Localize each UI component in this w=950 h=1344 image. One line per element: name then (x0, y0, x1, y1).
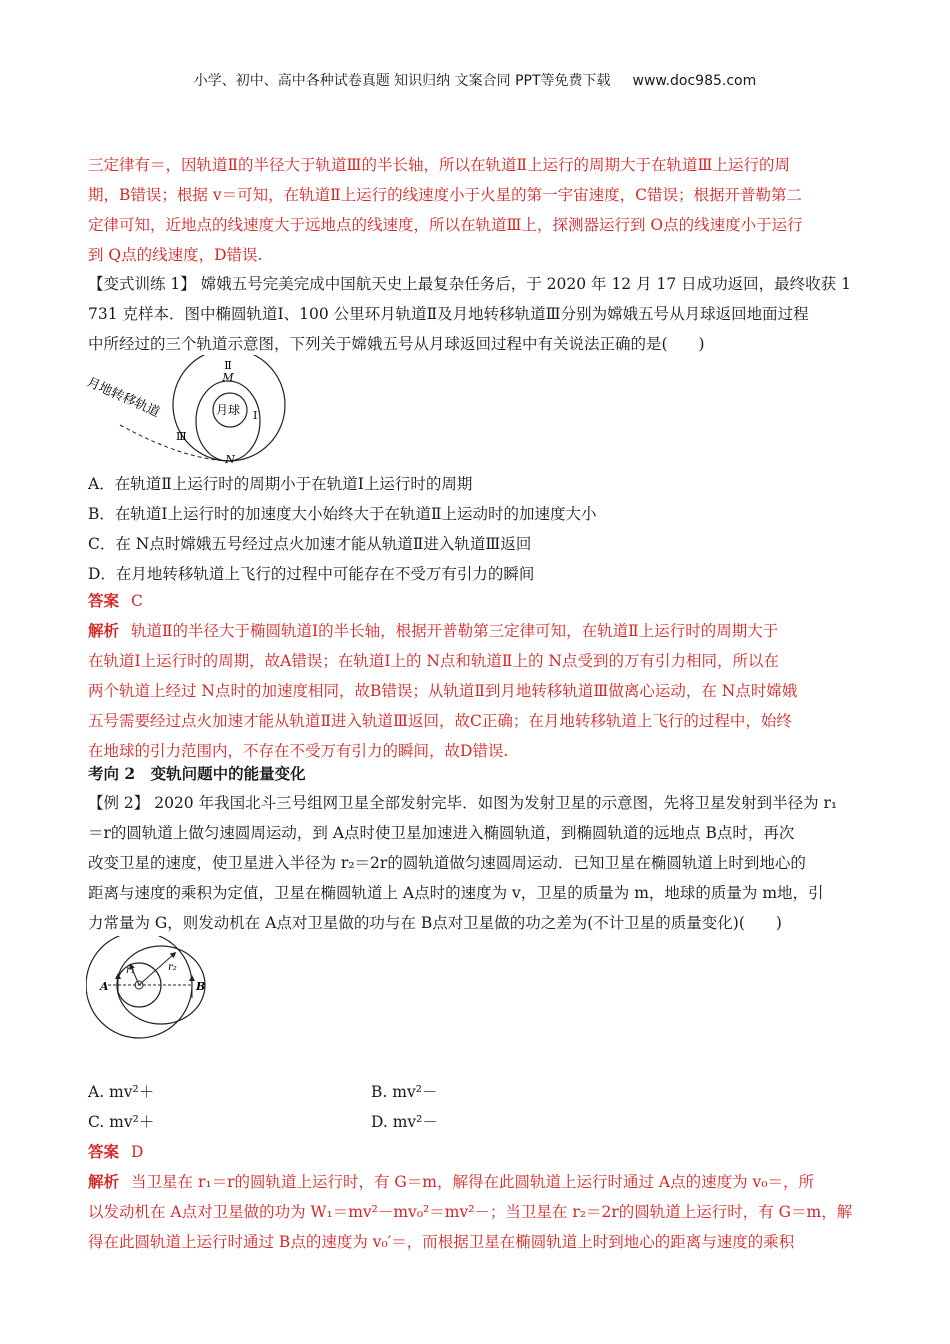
answer-value: D (131, 1143, 144, 1161)
text-line: 距离与速度的乘积为定值，卫星在椭圆轨道上 A点时的速度为 v，卫星的质量为 m，地球的质量为 m地，引 (88, 884, 824, 902)
text-line: 中所经过的三个轨道示意图，下列关于嫦娥五号从月球返回过程中有关说法正确的是( ) (88, 335, 705, 353)
header-text: 小学、初中、高中各种试卷真题 知识归纳 文案合同 PPT等免费下载 (193, 73, 611, 89)
answer-tag: 答案 (88, 1142, 120, 1161)
option-row (88, 1077, 866, 1107)
example2-options (88, 1077, 866, 1137)
text-line: 以发动机在 A点对卫星做的功为 W₁＝mv²－mv₀²＝mv²－；当卫星在 r₂＝2r的圆轨道上运行时，有 G＝m，解 (88, 1203, 853, 1221)
r1-label: r₁ (126, 965, 135, 976)
option-b: B．在轨道Ⅰ上运行时的加速度大小始终大于在轨道Ⅱ上运动时的加速度大小 (88, 505, 597, 523)
text-line: 轨道Ⅱ的半径大于椭圆轨道Ⅰ的半长轴，根据开普勒第三定律可知，在轨道Ⅱ上运行时的周期大于 (131, 622, 779, 640)
transfer-orbit-label: 月地转移轨道 (84, 374, 162, 421)
exercise1-options (88, 469, 866, 589)
text-line: 三定律有＝，因轨道Ⅱ的半径大于轨道Ⅲ的半长轴，所以在轨道Ⅱ上运行的周期大于在轨道Ⅲ上运行的周 (88, 156, 790, 174)
section-title: 考向 2 变轨问题中的能量变化 (88, 764, 306, 783)
point-a-label: A (100, 980, 109, 993)
text-line: 在地球的引力范围内，不存在不受万有引力的瞬间，故D错误. (88, 742, 509, 760)
exercise1-question (88, 269, 866, 359)
section2-heading (88, 759, 866, 789)
option-a: A．在轨道Ⅱ上运行时的周期小于在轨道Ⅰ上运行时的周期 (88, 475, 473, 493)
answer-tag: 答案 (88, 591, 120, 610)
header-url[interactable]: www.doc985.com (632, 73, 757, 89)
analysis-line (88, 616, 866, 646)
point-m-label: M (222, 371, 234, 384)
answer-line (88, 586, 866, 616)
example2-answer (88, 1137, 866, 1257)
text-line: 改变卫星的速度，使卫星进入半径为 r₂＝2r的圆轨道做匀速圆周运动．已知卫星在椭圆轨道上时到地心的 (88, 854, 806, 872)
intro-analysis (88, 150, 866, 270)
option-d: D．在月地转移轨道上飞行的过程中可能存在不受万有引力的瞬间 (88, 565, 535, 583)
point-b-label: B (196, 980, 206, 993)
text-line: 两个轨道上经过 N点时的加速度相同，故B错误；从轨道Ⅱ到月地转移轨道Ⅲ做离心运动，在 N点时嫦娥 (88, 682, 798, 700)
text-line: 力常量为 G，则发动机在 A点对卫星做的功与在 B点对卫星做的功之差为(不计卫星的质量变化)( ) (88, 914, 782, 932)
orbit-figure-moon (82, 355, 302, 467)
text-line: 得在此圆轨道上运行时通过 B点的速度为 v₀′＝，而根据卫星在椭圆轨道上时到地心的距离与速度的乘积 (88, 1233, 795, 1251)
text-line: 五号需要经过点火加速才能从轨道Ⅱ进入轨道Ⅲ返回，故C正确；在月地转移轨道上飞行的过程中，始终 (88, 712, 792, 730)
text-line: 期，B错误；根据 v＝可知，在轨道Ⅱ上运行的线速度小于火星的第一宇宙速度，C错误；根据开普勒第二 (88, 186, 802, 204)
analysis-tag: 解析 (88, 1172, 120, 1191)
analysis-line (88, 1167, 866, 1197)
option-c: C. mv²＋ (88, 1113, 155, 1131)
text-line: 【例 2】 2020 年我国北斗三号组网卫星全部发射完毕．如图为发射卫星的示意图，先将卫星发射到半径为 r₁ (88, 794, 838, 812)
analysis-tag: 解析 (88, 621, 120, 640)
moon-label: 月球 (215, 403, 241, 417)
text-line: 当卫星在 r₁＝r的圆轨道上运行时，有 G＝m，解得在此圆轨道上运行时通过 A点的速度为 v₀＝，所 (131, 1173, 815, 1191)
option-d: D. mv²－ (371, 1113, 438, 1131)
text-line: 在轨道Ⅰ上运行时的周期，故A错误；在轨道Ⅰ上的 N点和轨道Ⅱ上的 N点受到的万有引力相同，所以在 (88, 652, 779, 670)
page-header (0, 70, 950, 90)
point-n-label: N (225, 453, 235, 466)
example2-question (88, 788, 866, 938)
option-b: B. mv²－ (371, 1083, 438, 1101)
text-line: ＝r的圆轨道上做匀速圆周运动，到 A点时使卫星加速进入椭圆轨道，到椭圆轨道的远地点 B点时，再次 (88, 824, 795, 842)
option-row (88, 1107, 866, 1137)
text-line: 731 克样本．图中椭圆轨道Ⅰ、100 公里环月轨道Ⅱ及月地转移轨道Ⅲ分别为嫦娥五号从月球返回地面过程 (88, 305, 809, 323)
text-line: 到 Q点的线速度，D错误. (88, 246, 263, 264)
orbit-ii-label: Ⅱ (224, 359, 232, 372)
exercise1-answer (88, 586, 866, 766)
answer-line (88, 1137, 866, 1167)
option-a: A. mv²＋ (88, 1083, 155, 1101)
option-c: C．在 N点时嫦娥五号经过点火加速才能从轨道Ⅱ进入轨道Ⅲ返回 (88, 535, 532, 553)
text-line: 【变式训练 1】 嫦娥五号完美完成中国航天史上最复杂任务后，于 2020 年 12 月 17 日成功返回，最终收获 1 (88, 275, 851, 293)
orbit-figure-earth (86, 936, 212, 1062)
orbit-i-label: Ⅰ (253, 409, 258, 422)
r2-label: r₂ (168, 962, 177, 973)
text-line: 定律可知，近地点的线速度大于远地点的线速度，所以在轨道Ⅲ上，探测器运行到 O点的线速度小于运行 (88, 216, 803, 234)
answer-value: C (131, 592, 143, 610)
orbit-iii-label: Ⅲ (176, 430, 187, 443)
